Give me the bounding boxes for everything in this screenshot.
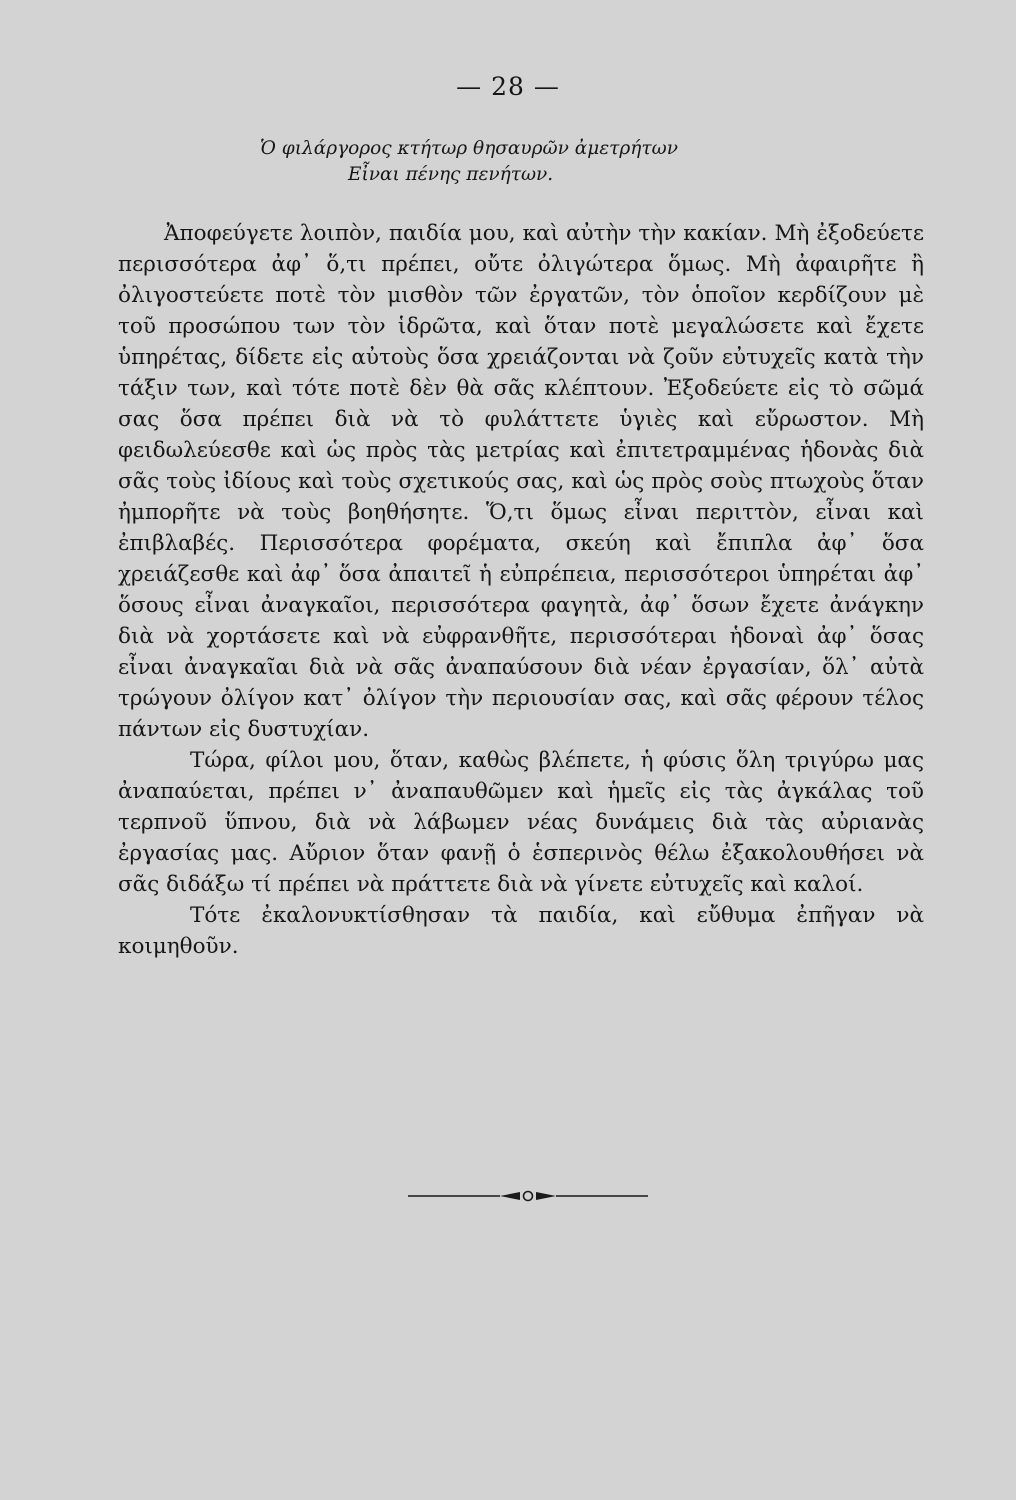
body-text	[118, 218, 924, 962]
epigraph	[250, 136, 810, 188]
paragraph: Ἀποφεύγετε λοιπὸν, παιδία μου, καὶ αὐτὴν τὴν κακίαν. Μὴ ἐξοδεύετε περισσότερα ἀφ᾽ ὅ,τι πρέπει, οὔτε ὀλιγώτερα ὅμως. Μὴ ἀφαιρῆτε ἢ ὀλιγοστεύετε ποτὲ τὸν μισθὸν τῶν ἐργατῶν, τὸν ὁποῖον κερδίζουν μὲ τοῦ προσώπου των τὸν ἱδρῶτα, καὶ ὅταν ποτὲ μεγαλώσετε καὶ ἔχετε ὑπηρέτας, δίδετε εἰς αὐτοὺς ὅσα χρειάζονται νὰ ζοῦν εὐτυχεῖς κατὰ τὴν τάξιν των, καὶ τότε ποτὲ δὲν θὰ σᾶς κλέπτουν. Ἐξοδεύετε εἰς τὸ σῶμά σας ὅσα πρέπει διὰ νὰ τὸ φυλάττετε ὑγιὲς καὶ εὔρωστον. Μὴ φειδωλεύεσθε καὶ ὡς πρὸς τὰς μετρίας καὶ ἐπιτετραμμένας ἡδονὰς διὰ σᾶς τοὺς ἰδίους καὶ τοὺς σχετικούς σας, καὶ ὡς πρὸς σοὺς πτωχοὺς ὅταν ἠμπορῆτε νὰ τοὺς βοηθήσητε. Ὅ,τι ὅμως εἶναι περιττὸν, εἶναι καὶ ἐπιβλαβές. Περισσότερα φορέματα, σκεύη καὶ ἔπιπλα ἀφ᾽ ὅσα χρειάζεσθε καὶ ἀφ᾽ ὅσα ἀπαιτεῖ ἡ εὐπρέπεια, περισσότεροι ὑπηρέται ἀφ᾽ ὅσους εἶναι ἀναγκαῖοι, περισσότερα φαγητὰ, ἀφ᾽ ὅσων ἔχετε ἀνάγκην διὰ νὰ χορτάσετε καὶ νὰ εὐφρανθῆτε, περισσότεραι ἡδοναὶ ἀφ᾽ ὅσας εἶναι ἀναγκαῖαι διὰ νὰ σᾶς ἀναπαύσουν διὰ νέαν ἐργασίαν, ὅλ᾽ αὐτὰ τρώγουν ὀλίγον κατ᾽ ὀλίγον τὴν περιουσίαν σας, καὶ σᾶς φέρουν τέλος πάντων εἰς δυστυχίαν.	[118, 221, 924, 742]
paragraph: Τότε ἐκαλονυκτίσθησαν τὰ παιδία, καὶ εὔθυμα ἐπῆγαν νὰ κοιμηθοῦν.	[118, 903, 924, 959]
paragraph: Τώρα, φίλοι μου, ὅταν, καθὼς βλέπετε, ἡ φύσις ὅλη τριγύρω μας ἀναπαύεται, πρέπει ν᾽ ἀναπαυθῶμεν καὶ ἡμεῖς εἰς τὰς ἀγκάλας τοῦ τερπνοῦ ὕπνου, διὰ νὰ λάβωμεν νέας δυνάμεις διὰ τὰς αὐριανὰς ἐργασίας μας. Αὔριον ὅταν φανῇ ὁ ἑσπερινὸς θέλω ἐξακολουθήσει νὰ σᾶς διδάξω τί πρέπει νὰ πράττετε διὰ νὰ γίνετε εὐτυχεῖς καὶ καλοί.	[118, 748, 924, 897]
ornament-divider	[408, 1184, 648, 1208]
epigraph-line: Εἶναι πένης πενήτων.	[348, 164, 554, 185]
page-number: — 28 —	[456, 72, 560, 101]
epigraph-line: Ὁ φιλάργορος κτήτωρ θησαυρῶν ἀμετρήτων	[260, 138, 678, 159]
